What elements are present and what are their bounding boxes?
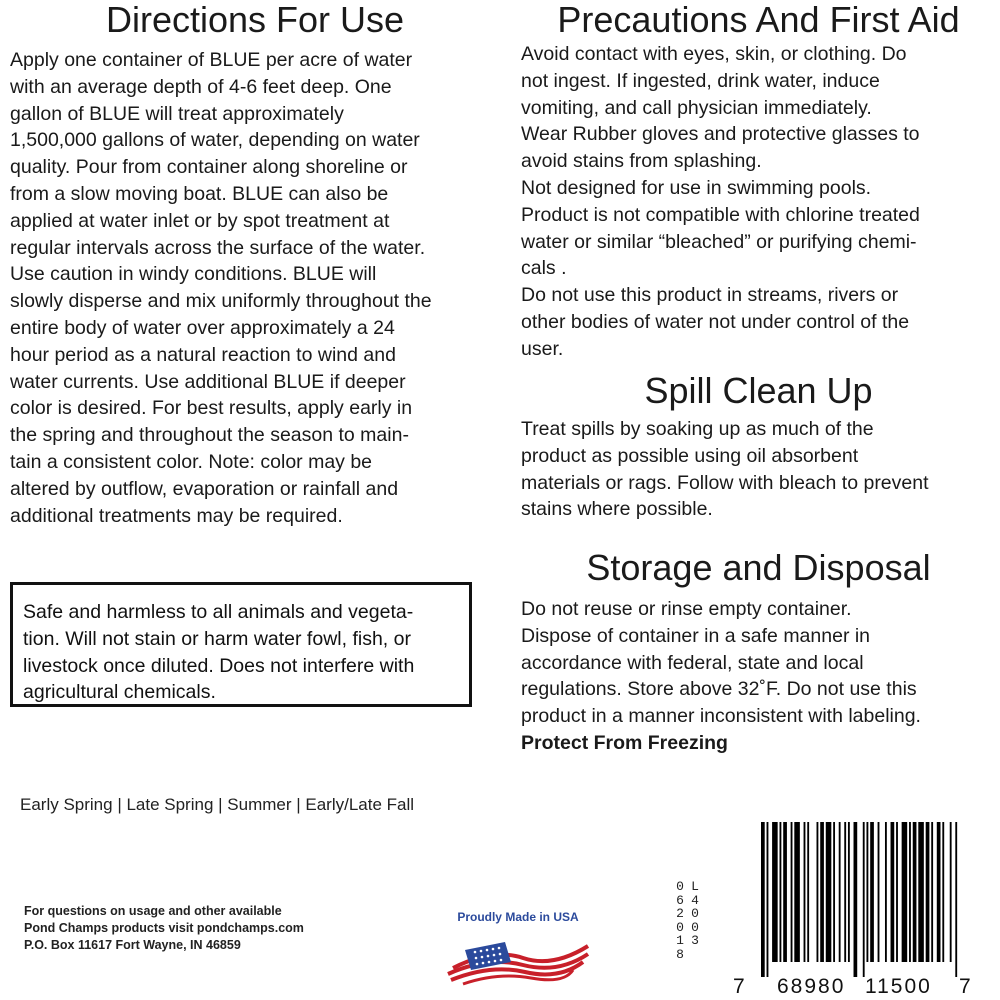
barcode-right-digit: 7 bbox=[959, 975, 971, 998]
safety-notice-box bbox=[10, 582, 472, 707]
barcode-bar bbox=[783, 822, 787, 962]
barcode-bar bbox=[909, 822, 911, 962]
barcode-bar bbox=[926, 822, 930, 962]
barcode-bar bbox=[854, 822, 858, 977]
storage-heading: Storage and Disposal bbox=[586, 547, 931, 588]
precautions-section bbox=[521, 0, 996, 363]
barcode-bar bbox=[794, 822, 800, 962]
barcode-bar bbox=[878, 822, 880, 962]
storage-body: Do not reuse or rinse empty container. Dispose of container in a safe manner in accordance with federal, state and local regulations. Store above 32˚F. Do not use this product in a manner inconsistent with labeling. bbox=[521, 598, 921, 728]
barcode-bar bbox=[931, 822, 933, 962]
directions-body: Apply one container of BLUE per acre of water with an average depth of 4-6 feet deep. One gallon of BLUE will treat approximately 1,500,000 gallons of water, depending on water quality. Pour from container along shoreline or from a slow moving boat. BLUE can also be applied at water inlet or by spot treatment at regular intervals across the surface of the water. Use caution in windy conditions. BLUE will slowly disperse and mix uniformly throughout the entire body of water over approximately a 24 hour period as a natural reaction to wind and water currents. Use additional BLUE if deeper color is desired. For best results, apply early in the spring and throughout the season to main- tain a consistent color. Note: color may be altered by outflow, evaporation or rainfall and additional treatments may be required. bbox=[10, 49, 432, 527]
barcode-bar bbox=[826, 822, 832, 962]
barcode-bar bbox=[848, 822, 850, 962]
spill-section bbox=[521, 371, 996, 523]
usa-flag-icon bbox=[443, 928, 593, 988]
barcode-bar bbox=[885, 822, 887, 962]
barcode-bar bbox=[918, 822, 924, 962]
lot-code-date: 062018 bbox=[676, 879, 684, 962]
spill-body: Treat spills by soaking up as much of the product as possible using oil absorbent materials or rags. Follow with bleach to prevent stains where possible. bbox=[521, 418, 929, 521]
barcode-bar bbox=[833, 822, 835, 962]
barcode-bar bbox=[950, 822, 952, 962]
barcode-bar bbox=[942, 822, 944, 962]
safety-notice-text: Safe and harmless to all animals and vegeta- tion. Will not stain or harm water fowl, fish, or livestock once diluted. Does not interfere with agricultural chemicals. bbox=[23, 601, 415, 704]
application-seasons: Early Spring | Late Spring | Summer | Early/Late Fall bbox=[20, 795, 415, 814]
precautions-heading: Precautions And First Aid bbox=[557, 0, 960, 40]
barcode-group-2: 11500 bbox=[865, 975, 932, 998]
barcode-bar bbox=[761, 822, 765, 977]
barcode-bar bbox=[807, 822, 809, 962]
upc-barcode bbox=[733, 822, 973, 1000]
barcode-bar bbox=[767, 822, 769, 977]
barcode-bar bbox=[913, 822, 917, 962]
barcode-bar bbox=[804, 822, 806, 962]
barcode-bar bbox=[863, 822, 865, 977]
barcode-bar bbox=[817, 822, 819, 962]
protect-from-freezing: Protect From Freezing bbox=[521, 731, 728, 754]
barcode-bar bbox=[891, 822, 895, 962]
barcode-bar bbox=[902, 822, 908, 962]
precautions-body: Avoid contact with eyes, skin, or clothing. Do not ingest. If ingested, drink water, induce vomiting, and call physician immediately. Wear Rubber gloves and protective glasses to avoid stains from splashing. Not designed for use in swimming pools. Product is not compatible with chlorine treated water or similar “bleached” or purifying chemi- cals . Do not use this product in streams, rivers or other bodies of water not under control of the user. bbox=[521, 43, 920, 360]
barcode-bar bbox=[791, 822, 793, 962]
barcode-bar bbox=[844, 822, 846, 962]
barcode-bar bbox=[896, 822, 898, 962]
lot-code-batch: L4003 bbox=[691, 879, 699, 948]
barcode-bar bbox=[780, 822, 782, 962]
barcode-group-1: 68980 bbox=[777, 975, 846, 998]
directions-section bbox=[10, 0, 500, 529]
barcode-left-digit: 7 bbox=[733, 975, 745, 998]
contact-info: For questions on usage and other available Pond Champs products visit pondchamps.com P.O. Box 11617 Fort Wayne, IN 46859 bbox=[24, 904, 304, 952]
directions-heading: Directions For Use bbox=[105, 0, 405, 40]
barcode-bar bbox=[820, 822, 824, 962]
barcode-bars bbox=[761, 822, 959, 977]
barcode-bar bbox=[870, 822, 874, 962]
made-in-usa-caption: Proudly Made in USA bbox=[457, 910, 579, 924]
barcode-bar bbox=[866, 822, 868, 962]
barcode-bar bbox=[839, 822, 841, 962]
spill-heading: Spill Clean Up bbox=[644, 370, 873, 411]
barcode-bar bbox=[955, 822, 957, 977]
storage-section bbox=[521, 548, 996, 757]
barcode-bar bbox=[772, 822, 778, 962]
made-in-usa-badge bbox=[443, 910, 593, 980]
barcode-bar bbox=[937, 822, 941, 962]
